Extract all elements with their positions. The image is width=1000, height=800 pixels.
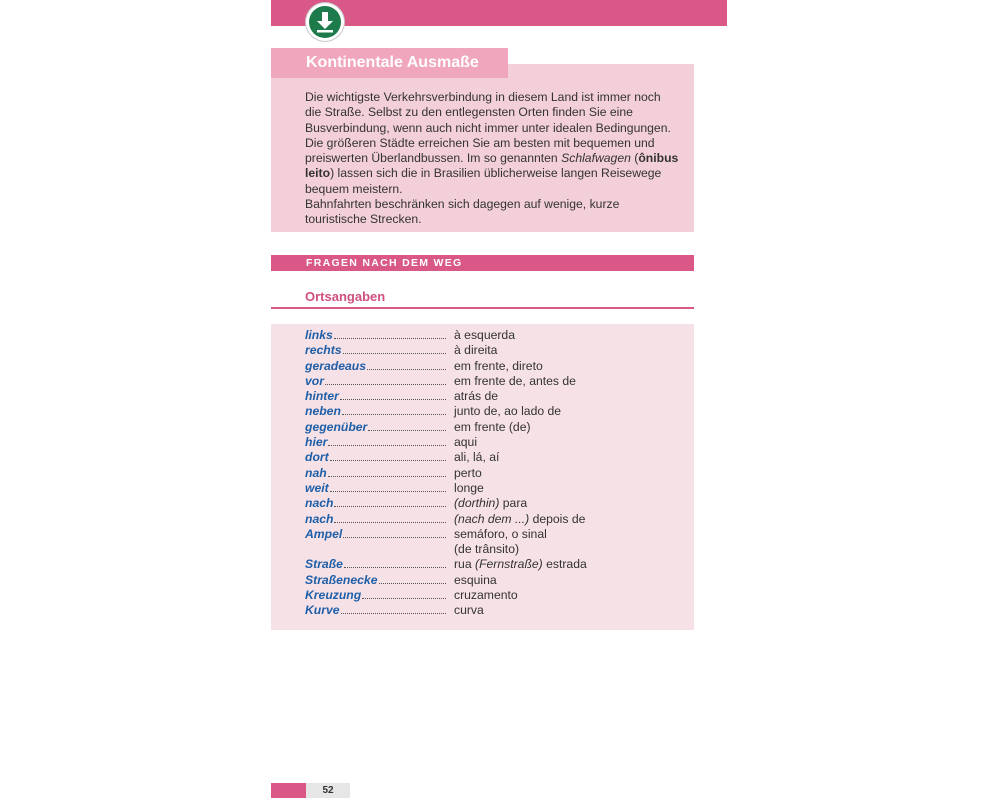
vocab-row: [305, 450, 685, 465]
vocab-german: [305, 573, 446, 588]
vocab-row: [305, 420, 685, 435]
vocab-german-word: rechts: [305, 343, 342, 358]
vocab-portuguese: semáforo, o sinal: [454, 526, 547, 541]
vocab-note: (Fernstraße): [475, 557, 543, 572]
section-title: FRAGEN NACH DEM WEG: [271, 255, 694, 271]
vocab-german: [305, 466, 446, 481]
vocab-german: [305, 603, 446, 618]
dotted-leader: [330, 481, 446, 492]
vocab-german: [305, 481, 446, 496]
page-number: 52: [306, 783, 350, 798]
dotted-leader: [343, 343, 446, 354]
vocab-portuguese: (dorthin) para: [454, 496, 528, 511]
download-button[interactable]: [306, 3, 344, 41]
vocab-german: [305, 542, 446, 557]
vocab-german: [305, 496, 446, 511]
vocab-german-word: links: [305, 328, 333, 342]
vocab-german: [305, 450, 446, 465]
dotted-leader: [362, 588, 446, 599]
dotted-leader: [368, 420, 446, 431]
info-text: [305, 90, 680, 228]
info-paragraph-2: Bahnfahrten beschränken sich dagegen auf wenige, kurze touristische Strecken.: [305, 197, 620, 227]
vocab-row: [305, 343, 685, 358]
vocab-row: [305, 435, 685, 450]
vocab-german: [305, 343, 446, 358]
vocab-german-word: vor: [305, 373, 324, 388]
vocab-german: [305, 404, 446, 419]
dotted-leader: [334, 328, 446, 339]
footer-accent: [271, 783, 306, 798]
dotted-leader: [330, 450, 446, 461]
vocab-german-word: Straßenecke: [305, 572, 378, 587]
vocab-row: [305, 557, 685, 572]
vocab-german-word: neben: [305, 404, 341, 419]
vocab-german-word: hier: [305, 435, 328, 450]
vocab-row: [305, 359, 685, 374]
vocab-german: [305, 527, 446, 542]
vocab-german: [305, 420, 446, 435]
vocab-portuguese: longe: [454, 480, 484, 495]
vocab-german-word: Kurve: [305, 603, 340, 618]
vocab-german: [305, 512, 446, 527]
vocab-german-word: nach: [305, 511, 334, 526]
vocab-portuguese: em frente, direto: [454, 358, 543, 373]
vocab-row: [305, 481, 685, 496]
vocab-portuguese: em frente de, antes de: [454, 373, 576, 388]
vocab-portuguese: aqui: [454, 435, 478, 450]
dotted-leader: [328, 435, 446, 446]
vocab-german-word: nach: [305, 496, 334, 511]
dotted-leader: [343, 527, 446, 538]
vocab-row: [305, 573, 685, 588]
vocab-portuguese: cruzamento: [454, 588, 518, 603]
vocab-row: [305, 374, 685, 389]
vocab-portuguese: (de trânsito): [454, 542, 520, 557]
vocab-row: [305, 603, 685, 618]
vocab-german: [305, 389, 446, 404]
vocab-row: [305, 466, 685, 481]
vocab-german-word: gegenüber: [305, 419, 368, 434]
vocab-portuguese: (nach dem ...) depois de: [454, 511, 586, 526]
dotted-leader: [342, 404, 446, 415]
dotted-leader: [334, 496, 446, 507]
dotted-leader: [367, 359, 446, 370]
dotted-leader: [341, 603, 446, 614]
download-icon: [309, 6, 341, 38]
vocab-portuguese: junto de, ao lado de: [454, 404, 562, 419]
subheading-divider: [271, 307, 694, 309]
dotted-leader: [379, 573, 447, 584]
vocab-german: [305, 435, 446, 450]
vocab-row: [305, 588, 685, 603]
vocab-portuguese: em frente (de): [454, 419, 531, 434]
vocab-row: [305, 328, 685, 343]
vocab-german-word: Straße: [305, 557, 343, 572]
vocab-portuguese: curva: [454, 603, 484, 618]
dotted-leader: [344, 557, 446, 568]
vocab-portuguese: ali, lá, aí: [454, 450, 500, 465]
vocab-row: [305, 542, 685, 557]
vocab-row: [305, 389, 685, 404]
info-box-title: Kontinentale Ausmaße: [271, 48, 508, 78]
vocab-portuguese: atrás de: [454, 389, 499, 404]
vocab-german-word: geradeaus: [305, 358, 366, 373]
vocab-german: [305, 557, 446, 572]
dotted-leader: [325, 374, 446, 385]
vocab-row: [305, 512, 685, 527]
dotted-leader: [328, 466, 446, 477]
vocab-portuguese: à direita: [454, 343, 498, 358]
vocab-german: [305, 359, 446, 374]
vocab-german: [305, 588, 446, 603]
vocab-german-word: dort: [305, 450, 329, 465]
dotted-leader: [340, 389, 446, 400]
info-paragraph-1: Die wichtigste Verkehrsverbindung in diesem Land ist immer noch die Straße. Selbst zu den entlegensten Orten finden Sie eine Busverbindung, wenn auch nicht immer unter idealen Bedingungen. Die größeren Städte erreichen Sie am besten mit bequemen und preiswerten Überlandbussen. Im so genannten Schlafwagen (ônibus leito) lassen sich die in Brasilien üblicherweise langen Reisewege bequem meistern.: [305, 90, 679, 196]
vocab-portuguese: rua (Fernstraße) estrada: [454, 557, 587, 572]
vocab-german-word: hinter: [305, 389, 339, 404]
vocab-note: (dorthin): [454, 496, 500, 511]
vocab-german-word: Kreuzung: [305, 588, 362, 603]
vocab-note: (nach dem ...): [454, 511, 530, 526]
vocab-german: [305, 374, 446, 389]
vocab-row: [305, 404, 685, 419]
vocab-german-word: nah: [305, 465, 327, 480]
vocab-german: [305, 328, 446, 343]
vocab-list: [305, 328, 685, 619]
vocab-portuguese: à esquerda: [454, 328, 515, 342]
vocab-row: [305, 527, 685, 542]
vocab-portuguese: perto: [454, 465, 482, 480]
vocab-german-word: weit: [305, 480, 329, 495]
vocab-portuguese: esquina: [454, 572, 497, 587]
vocab-row: [305, 496, 685, 511]
subheading: Ortsangaben: [305, 289, 386, 304]
vocab-german-word: Ampel: [305, 526, 343, 541]
dotted-leader: [334, 512, 446, 523]
